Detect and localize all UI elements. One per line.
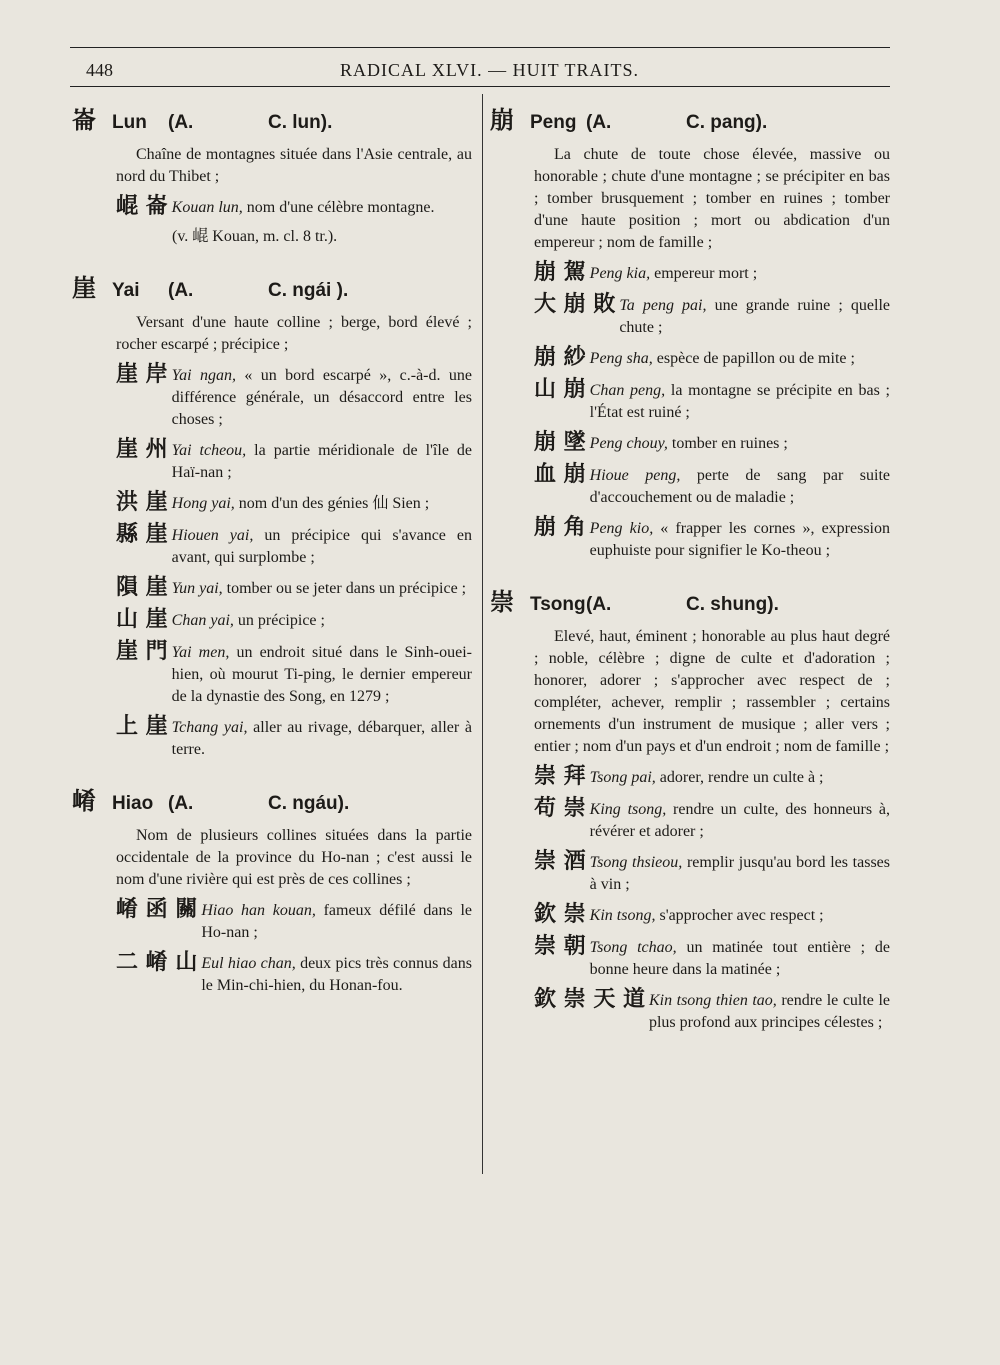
- compound-text: Chan peng, la montagne se précipite en bas ; l'État est ruiné ;: [589, 382, 891, 421]
- compound-characters: 崩 駕: [534, 260, 586, 285]
- entry-note: (v. 崐 Kouan, m. cl. 8 tr.).: [172, 228, 338, 245]
- compound-item: [534, 849, 890, 896]
- left-column: [72, 100, 472, 1017]
- compound-characters: 崤 函 關: [116, 897, 198, 922]
- compound-text: Peng kia, empereur mort ;: [589, 265, 758, 282]
- compound-text: Tsong tchao, un matinée tout entière ; de bonne heure dans la matinée ;: [589, 939, 891, 978]
- compound-characters: 苟 崇: [534, 796, 586, 821]
- headword-character: 崖: [72, 274, 96, 302]
- entry-definition: Chaîne de montagnes située dans l'Asie centrale, au nord du Thibet ;: [116, 146, 472, 185]
- cantonese-reading: C. pang).: [686, 112, 768, 133]
- entry-headword: [490, 100, 890, 144]
- cantonese-reading: C. lun).: [268, 112, 333, 133]
- page-number: 448: [86, 60, 113, 80]
- compound-text: Yai ngan, « un bord escarpé », c.-à-d. une différence générale, un désaccord entre les choses ;: [171, 367, 473, 428]
- compound-characters: 崖 州: [116, 437, 168, 462]
- compound-characters: 二 崤 山: [116, 950, 198, 975]
- annamite-reading: (A.: [586, 112, 612, 133]
- compound-text: Eul hiao chan, deux pics très connus dans le Min-chi-hien, du Honan-fou.: [201, 955, 473, 994]
- compound-text: Hiouen yai, un précipice qui s'avance en avant, qui surplombe ;: [171, 527, 473, 566]
- compound-text: King tsong, rendre un culte, des honneurs à, révérer et adorer ;: [589, 801, 890, 840]
- compound-item: [116, 575, 472, 601]
- compound-characters: 崇 拜: [534, 764, 586, 789]
- compound-item: [534, 377, 890, 424]
- annamite-reading: (A.: [168, 112, 194, 133]
- right-column: [490, 100, 890, 1054]
- compound-romanization: Peng sha,: [589, 350, 653, 367]
- compound-text: Hong yai, nom d'un des génies 仙 Sien ;: [171, 495, 430, 512]
- headword-character: 崙: [72, 106, 96, 134]
- compound-item: [116, 522, 472, 569]
- compound-romanization: Kouan lun,: [171, 199, 243, 216]
- compound-characters: 崇 酒: [534, 849, 586, 874]
- compound-text: Peng chouy, tomber en ruines ;: [589, 435, 788, 452]
- compound-romanization: Tsong tchao,: [589, 939, 677, 956]
- compound-item: [116, 714, 472, 761]
- compound-characters: 山 崖: [116, 607, 168, 632]
- entry-headword: [72, 100, 472, 144]
- compound-romanization: Peng kio,: [589, 520, 654, 537]
- compound-item: [116, 362, 472, 431]
- compound-characters: 崐 崙: [116, 194, 168, 219]
- compound-item: [534, 764, 890, 790]
- compound-characters: 崖 岸: [116, 362, 168, 387]
- compound-romanization: Chan yai,: [171, 612, 234, 629]
- headword-romanization: Tsong: [530, 594, 586, 615]
- compound-romanization: King tsong,: [589, 801, 667, 818]
- compound-romanization: Yai tcheou,: [171, 442, 247, 459]
- compound-item: [534, 260, 890, 286]
- annamite-reading: (A.: [586, 594, 612, 615]
- compound-text: Yai tcheou, la partie méridionale de l'île de Haï-nan ;: [171, 442, 472, 481]
- compound-item: [116, 437, 472, 484]
- dictionary-entry: [490, 100, 890, 562]
- compound-romanization: Hong yai,: [171, 495, 235, 512]
- entry-headword: [72, 781, 472, 825]
- running-title: RADICAL XLVI. — HUIT TRAITS.: [340, 60, 640, 80]
- compound-item: [534, 345, 890, 371]
- compound-item: [534, 292, 890, 339]
- annamite-reading: (A.: [168, 793, 194, 814]
- compound-text: Hiao han kouan, fameux défilé dans le Ho-nan ;: [201, 902, 472, 941]
- headword-romanization: Peng: [530, 112, 577, 133]
- compound-text: Tchang yai, aller au rivage, débarquer, aller à terre.: [171, 719, 473, 758]
- compound-text: Yai men, un endroit situé dans le Sinh-ouei-hien, où mourut Ti-ping, le dernier empereur de la dynastie des Song, en 1279 ;: [171, 644, 472, 705]
- entry-definition: Versant d'une haute colline ; berge, bord élevé ; rocher escarpé ; précipice ;: [116, 314, 472, 353]
- top-rule: [70, 47, 890, 48]
- compound-romanization: Tsong pai,: [589, 769, 656, 786]
- compound-characters: 隕 崖: [116, 575, 168, 600]
- annamite-reading: (A.: [168, 280, 194, 301]
- compound-romanization: Yai men,: [171, 644, 230, 661]
- compound-item: [534, 902, 890, 928]
- compound-romanization: Tsong thsieou,: [589, 854, 683, 871]
- compound-romanization: Ta peng pai,: [619, 297, 707, 314]
- compound-text: Kin tsong thien tao, rendre le culte le plus profond aux principes célestes ;: [648, 992, 890, 1031]
- compound-characters: 崩 墜: [534, 430, 586, 455]
- headword-romanization: Hiao: [112, 793, 154, 814]
- compound-text: Kouan lun, nom d'une célèbre montagne.: [171, 199, 435, 216]
- dictionary-entry: [72, 781, 472, 997]
- headword-character: 崇: [490, 588, 514, 616]
- compound-text: Peng sha, espèce de papillon ou de mite ;: [589, 350, 855, 367]
- entry-definition: Nom de plusieurs collines situées dans la partie occidentale de la province du Ho-nan ; c'est aussi le nom d'une rivière qui est près de ces collines ;: [116, 827, 472, 888]
- compound-romanization: Chan peng,: [589, 382, 666, 399]
- compound-item: [116, 607, 472, 633]
- cantonese-reading: C. ngáu).: [268, 793, 350, 814]
- headword-character: 崤: [72, 787, 96, 815]
- entry-definition: Elevé, haut, éminent ; honorable au plus haut degré ; noble, célèbre ; digne de culte et d'adoration ; honorer, adorer ; s'approcher avec respect de ; compléter, achever, remplir ; rassembler ; certains ornements d'un instrument de musique ; aller vers ; entier ; nom d'un pays et d'un endroit ; nom de famille ;: [534, 628, 890, 755]
- dictionary-entry: [72, 268, 472, 761]
- compound-characters: 欽 崇 天 道: [534, 987, 645, 1012]
- entry-headword: [72, 268, 472, 312]
- compound-characters: 欽 崇: [534, 902, 586, 927]
- compound-item: [534, 987, 890, 1034]
- compound-text: Yun yai, tomber ou se jeter dans un précipice ;: [171, 580, 467, 597]
- cantonese-reading: C. shung).: [686, 594, 779, 615]
- compound-romanization: Yai ngan,: [171, 367, 236, 384]
- compound-text: Peng kio, « frapper les cornes », expression euphuiste pour signifier le Ko-theou ;: [589, 520, 890, 559]
- compound-characters: 上 崖: [116, 714, 168, 739]
- headword-character: 崩: [490, 106, 514, 134]
- compound-romanization: Peng chouy,: [589, 435, 668, 452]
- compound-characters: 血 崩: [534, 462, 586, 487]
- compound-characters: 縣 崖: [116, 522, 168, 547]
- compound-item: [534, 934, 890, 981]
- compound-romanization: Hiao han kouan,: [201, 902, 316, 919]
- entry-headword: [490, 582, 890, 626]
- compound-item: [116, 639, 472, 708]
- header-rule: [70, 86, 890, 87]
- entry-definition: La chute de toute chose élevée, massive ou honorable ; chute d'une montagne ; se précipiter en bas ; tomber brusquement ; tomber en ruines ; tomber d'une haute position ; mort ou abdication d'un empereur ; nom de famille ;: [534, 146, 890, 251]
- compound-text: Kin tsong, s'approcher avec respect ;: [589, 907, 824, 924]
- cantonese-reading: C. ngái ).: [268, 280, 349, 301]
- compound-romanization: Tchang yai,: [171, 719, 248, 736]
- compound-text: Hioue peng, perte de sang par suite d'accouchement ou de maladie ;: [589, 467, 890, 506]
- dictionary-entry: [72, 100, 472, 248]
- compound-item: [534, 515, 890, 562]
- compound-text: Ta peng pai, une grande ruine ; quelle chute ;: [619, 297, 891, 336]
- compound-item: [534, 796, 890, 843]
- compound-text: Tsong thsieou, remplir jusqu'au bord les tasses à vin ;: [589, 854, 890, 893]
- compound-item: [116, 490, 472, 516]
- compound-romanization: Yun yai,: [171, 580, 223, 597]
- compound-characters: 大 崩 敗: [534, 292, 616, 317]
- column-divider: [482, 94, 483, 1174]
- compound-item: [116, 950, 472, 997]
- compound-romanization: Hioue peng,: [589, 467, 681, 484]
- headword-romanization: Lun: [112, 112, 147, 133]
- compound-romanization: Hiouen yai,: [171, 527, 254, 544]
- compound-characters: 洪 崖: [116, 490, 168, 515]
- compound-text: Tsong pai, adorer, rendre un culte à ;: [589, 769, 824, 786]
- compound-characters: 崖 門: [116, 639, 168, 664]
- compound-item: [116, 897, 472, 944]
- compound-romanization: Kin tsong,: [589, 907, 656, 924]
- compound-romanization: Peng kia,: [589, 265, 651, 282]
- compound-characters: 山 崩: [534, 377, 586, 402]
- compound-characters: 崩 紗: [534, 345, 586, 370]
- compound-item: [534, 462, 890, 509]
- dictionary-entry: [490, 582, 890, 1034]
- compound-romanization: Kin tsong thien tao,: [648, 992, 777, 1009]
- compound-item: [534, 430, 890, 456]
- compound-characters: 崇 朝: [534, 934, 586, 959]
- compound-romanization: Eul hiao chan,: [201, 955, 296, 972]
- headword-romanization: Yai: [112, 280, 140, 301]
- compound-text: Chan yai, un précipice ;: [171, 612, 325, 629]
- compound-item: [116, 194, 472, 220]
- compound-characters: 崩 角: [534, 515, 586, 540]
